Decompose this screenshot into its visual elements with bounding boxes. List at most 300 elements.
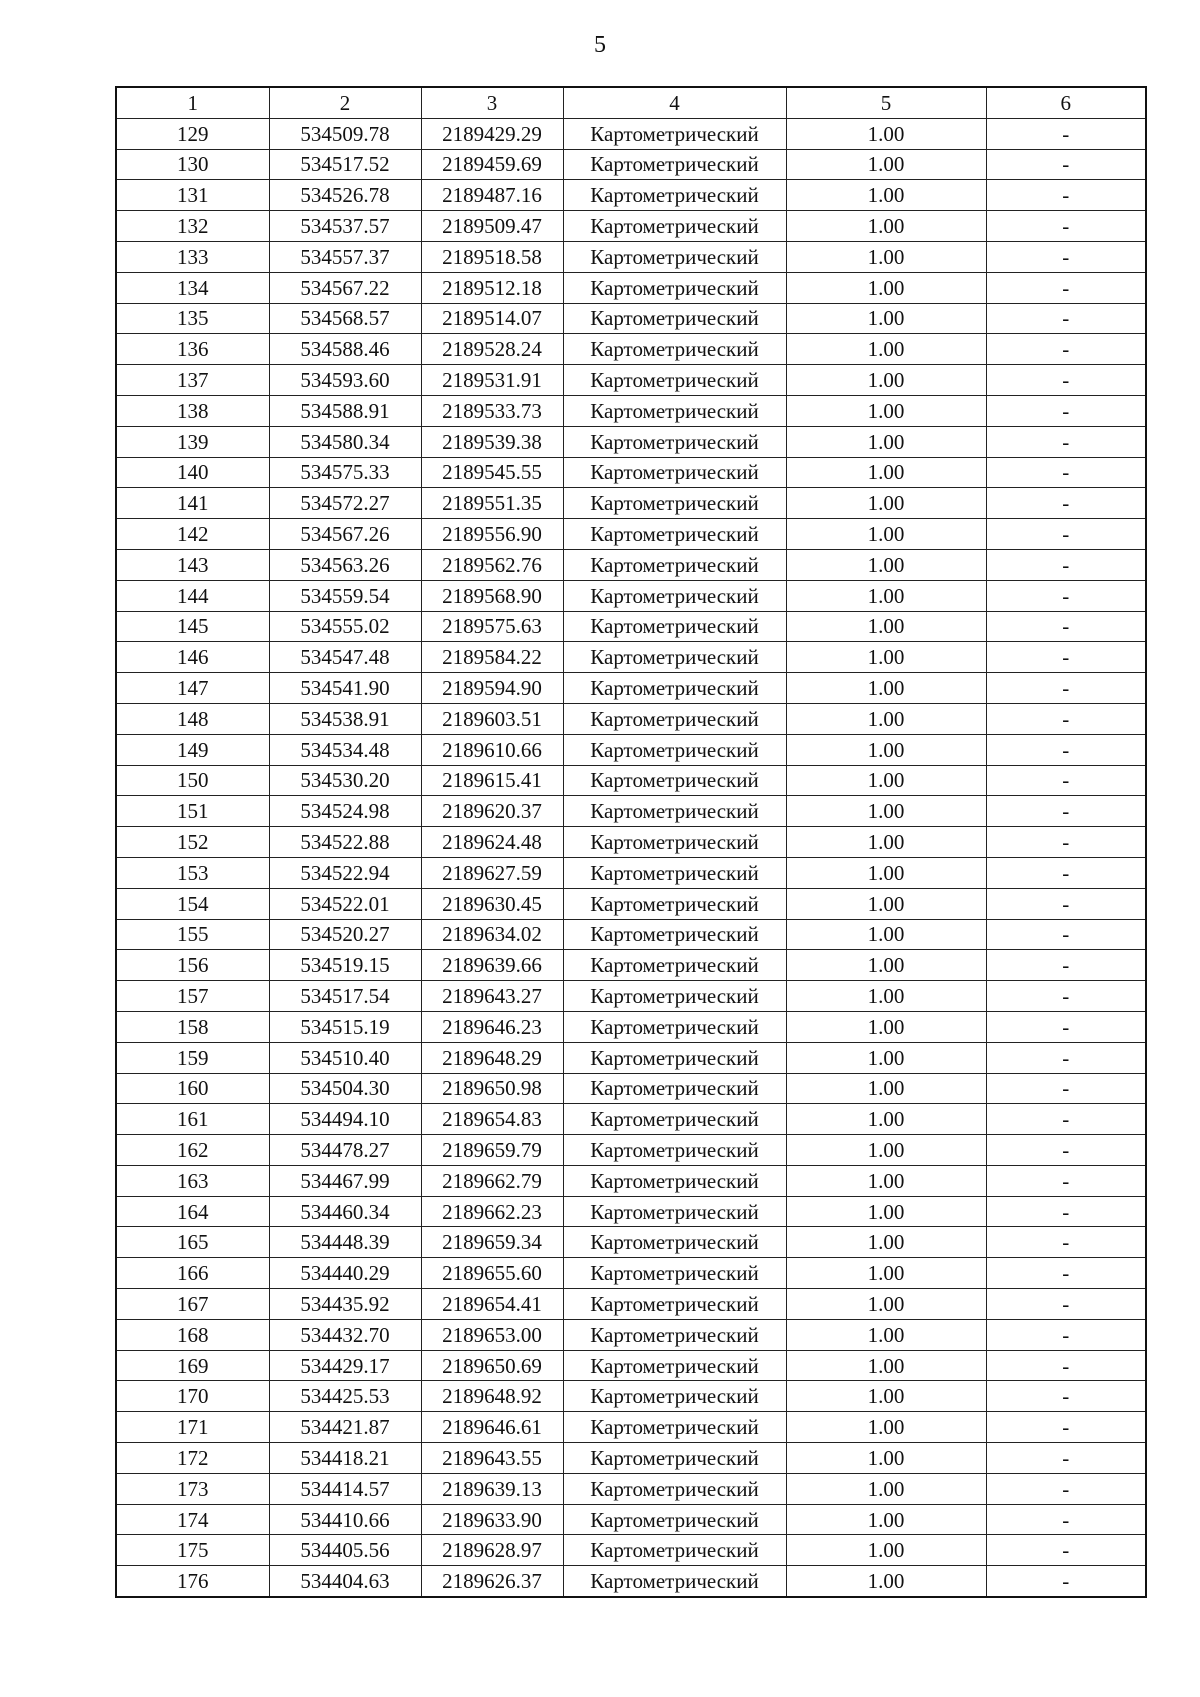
note-cell: - <box>986 827 1146 858</box>
y-coordinate-cell: 2189610.66 <box>421 734 563 765</box>
point-number-cell: 169 <box>116 1350 269 1381</box>
x-coordinate-cell: 534448.39 <box>269 1227 421 1258</box>
column-header-2: 2 <box>269 87 421 118</box>
method-cell: Картометрический <box>563 303 786 334</box>
method-cell: Картометрический <box>563 857 786 888</box>
table-row <box>116 303 1146 334</box>
point-number-cell: 151 <box>116 796 269 827</box>
method-cell: Картометрический <box>563 118 786 149</box>
note-cell: - <box>986 1104 1146 1135</box>
note-cell: - <box>986 365 1146 396</box>
point-number-cell: 134 <box>116 272 269 303</box>
table-row <box>116 180 1146 211</box>
x-coordinate-cell: 534478.27 <box>269 1135 421 1166</box>
header-row <box>116 87 1146 118</box>
method-cell: Картометрический <box>563 519 786 550</box>
point-number-cell: 155 <box>116 919 269 950</box>
method-cell: Картометрический <box>563 642 786 673</box>
y-coordinate-cell: 2189646.23 <box>421 1011 563 1042</box>
table-row <box>116 888 1146 919</box>
table-row <box>116 1135 1146 1166</box>
y-coordinate-cell: 2189545.55 <box>421 457 563 488</box>
method-cell: Картометрический <box>563 211 786 242</box>
method-cell: Картометрический <box>563 1227 786 1258</box>
y-coordinate-cell: 2189514.07 <box>421 303 563 334</box>
x-coordinate-cell: 534504.30 <box>269 1073 421 1104</box>
y-coordinate-cell: 2189556.90 <box>421 519 563 550</box>
note-cell: - <box>986 796 1146 827</box>
table-row <box>116 395 1146 426</box>
table-row <box>116 1381 1146 1412</box>
accuracy-cell: 1.00 <box>786 611 986 642</box>
table-row <box>116 1258 1146 1289</box>
note-cell: - <box>986 1504 1146 1535</box>
table-row <box>116 827 1146 858</box>
table-row <box>116 611 1146 642</box>
method-cell: Картометрический <box>563 1504 786 1535</box>
table-row <box>116 426 1146 457</box>
x-coordinate-cell: 534517.52 <box>269 149 421 180</box>
accuracy-cell: 1.00 <box>786 1073 986 1104</box>
point-number-cell: 140 <box>116 457 269 488</box>
point-number-cell: 153 <box>116 857 269 888</box>
method-cell: Картометрический <box>563 1042 786 1073</box>
accuracy-cell: 1.00 <box>786 1443 986 1474</box>
x-coordinate-cell: 534520.27 <box>269 919 421 950</box>
method-cell: Картометрический <box>563 1412 786 1443</box>
y-coordinate-cell: 2189575.63 <box>421 611 563 642</box>
accuracy-cell: 1.00 <box>786 1104 986 1135</box>
point-number-cell: 144 <box>116 580 269 611</box>
y-coordinate-cell: 2189562.76 <box>421 549 563 580</box>
note-cell: - <box>986 857 1146 888</box>
method-cell: Картометрический <box>563 1258 786 1289</box>
note-cell: - <box>986 1011 1146 1042</box>
y-coordinate-cell: 2189509.47 <box>421 211 563 242</box>
note-cell: - <box>986 1196 1146 1227</box>
y-coordinate-cell: 2189626.37 <box>421 1566 563 1597</box>
note-cell: - <box>986 303 1146 334</box>
x-coordinate-cell: 534510.40 <box>269 1042 421 1073</box>
note-cell: - <box>986 1443 1146 1474</box>
note-cell: - <box>986 1412 1146 1443</box>
note-cell: - <box>986 1165 1146 1196</box>
y-coordinate-cell: 2189654.83 <box>421 1104 563 1135</box>
method-cell: Картометрический <box>563 426 786 457</box>
point-number-cell: 156 <box>116 950 269 981</box>
x-coordinate-cell: 534494.10 <box>269 1104 421 1135</box>
method-cell: Картометрический <box>563 1473 786 1504</box>
accuracy-cell: 1.00 <box>786 365 986 396</box>
method-cell: Картометрический <box>563 1135 786 1166</box>
y-coordinate-cell: 2189551.35 <box>421 488 563 519</box>
note-cell: - <box>986 1319 1146 1350</box>
y-coordinate-cell: 2189615.41 <box>421 765 563 796</box>
x-coordinate-cell: 534519.15 <box>269 950 421 981</box>
y-coordinate-cell: 2189653.00 <box>421 1319 563 1350</box>
y-coordinate-cell: 2189518.58 <box>421 241 563 272</box>
point-number-cell: 129 <box>116 118 269 149</box>
table-row <box>116 519 1146 550</box>
method-cell: Картометрический <box>563 796 786 827</box>
point-number-cell: 147 <box>116 673 269 704</box>
table-row <box>116 272 1146 303</box>
method-cell: Картометрический <box>563 1350 786 1381</box>
method-cell: Картометрический <box>563 334 786 365</box>
note-cell: - <box>986 1566 1146 1597</box>
y-coordinate-cell: 2189531.91 <box>421 365 563 396</box>
accuracy-cell: 1.00 <box>786 1042 986 1073</box>
accuracy-cell: 1.00 <box>786 549 986 580</box>
accuracy-cell: 1.00 <box>786 1412 986 1443</box>
point-number-cell: 176 <box>116 1566 269 1597</box>
note-cell: - <box>986 1258 1146 1289</box>
accuracy-cell: 1.00 <box>786 796 986 827</box>
x-coordinate-cell: 534414.57 <box>269 1473 421 1504</box>
method-cell: Картометрический <box>563 457 786 488</box>
accuracy-cell: 1.00 <box>786 1473 986 1504</box>
table-row <box>116 950 1146 981</box>
note-cell: - <box>986 118 1146 149</box>
point-number-cell: 157 <box>116 981 269 1012</box>
coordinates-table <box>115 86 1147 1598</box>
note-cell: - <box>986 211 1146 242</box>
x-coordinate-cell: 534435.92 <box>269 1289 421 1320</box>
note-cell: - <box>986 1073 1146 1104</box>
x-coordinate-cell: 534541.90 <box>269 673 421 704</box>
x-coordinate-cell: 534517.54 <box>269 981 421 1012</box>
note-cell: - <box>986 734 1146 765</box>
accuracy-cell: 1.00 <box>786 919 986 950</box>
x-coordinate-cell: 534567.26 <box>269 519 421 550</box>
y-coordinate-cell: 2189643.27 <box>421 981 563 1012</box>
method-cell: Картометрический <box>563 888 786 919</box>
table-header <box>116 87 1146 118</box>
table-row <box>116 1319 1146 1350</box>
table-row <box>116 1042 1146 1073</box>
table-row <box>116 673 1146 704</box>
point-number-cell: 142 <box>116 519 269 550</box>
method-cell: Картометрический <box>563 549 786 580</box>
table-row <box>116 365 1146 396</box>
table-row <box>116 765 1146 796</box>
point-number-cell: 150 <box>116 765 269 796</box>
table-row <box>116 1412 1146 1443</box>
table-row <box>116 1227 1146 1258</box>
note-cell: - <box>986 488 1146 519</box>
accuracy-cell: 1.00 <box>786 1165 986 1196</box>
x-coordinate-cell: 534530.20 <box>269 765 421 796</box>
x-coordinate-cell: 534588.46 <box>269 334 421 365</box>
x-coordinate-cell: 534410.66 <box>269 1504 421 1535</box>
note-cell: - <box>986 549 1146 580</box>
method-cell: Картометрический <box>563 1566 786 1597</box>
accuracy-cell: 1.00 <box>786 180 986 211</box>
y-coordinate-cell: 2189603.51 <box>421 703 563 734</box>
y-coordinate-cell: 2189624.48 <box>421 827 563 858</box>
accuracy-cell: 1.00 <box>786 395 986 426</box>
note-cell: - <box>986 272 1146 303</box>
x-coordinate-cell: 534588.91 <box>269 395 421 426</box>
x-coordinate-cell: 534467.99 <box>269 1165 421 1196</box>
y-coordinate-cell: 2189639.66 <box>421 950 563 981</box>
method-cell: Картометрический <box>563 611 786 642</box>
y-coordinate-cell: 2189459.69 <box>421 149 563 180</box>
table-row <box>116 241 1146 272</box>
table-row <box>116 211 1146 242</box>
table-row <box>116 796 1146 827</box>
y-coordinate-cell: 2189568.90 <box>421 580 563 611</box>
point-number-cell: 172 <box>116 1443 269 1474</box>
method-cell: Картометрический <box>563 580 786 611</box>
method-cell: Картометрический <box>563 1381 786 1412</box>
page-number: 5 <box>594 32 606 58</box>
x-coordinate-cell: 534593.60 <box>269 365 421 396</box>
table-body <box>116 118 1146 1597</box>
method-cell: Картометрический <box>563 1011 786 1042</box>
table-row <box>116 1473 1146 1504</box>
y-coordinate-cell: 2189634.02 <box>421 919 563 950</box>
method-cell: Картометрический <box>563 241 786 272</box>
x-coordinate-cell: 534537.57 <box>269 211 421 242</box>
point-number-cell: 143 <box>116 549 269 580</box>
x-coordinate-cell: 534559.54 <box>269 580 421 611</box>
table-row <box>116 1566 1146 1597</box>
x-coordinate-cell: 534555.02 <box>269 611 421 642</box>
note-cell: - <box>986 950 1146 981</box>
x-coordinate-cell: 534534.48 <box>269 734 421 765</box>
table-row <box>116 549 1146 580</box>
x-coordinate-cell: 534421.87 <box>269 1412 421 1443</box>
accuracy-cell: 1.00 <box>786 118 986 149</box>
y-coordinate-cell: 2189533.73 <box>421 395 563 426</box>
accuracy-cell: 1.00 <box>786 1011 986 1042</box>
point-number-cell: 146 <box>116 642 269 673</box>
y-coordinate-cell: 2189659.34 <box>421 1227 563 1258</box>
table-row <box>116 642 1146 673</box>
point-number-cell: 165 <box>116 1227 269 1258</box>
method-cell: Картометрический <box>563 919 786 950</box>
method-cell: Картометрический <box>563 673 786 704</box>
y-coordinate-cell: 2189627.59 <box>421 857 563 888</box>
y-coordinate-cell: 2189639.13 <box>421 1473 563 1504</box>
point-number-cell: 138 <box>116 395 269 426</box>
column-header-6: 6 <box>986 87 1146 118</box>
y-coordinate-cell: 2189487.16 <box>421 180 563 211</box>
accuracy-cell: 1.00 <box>786 1196 986 1227</box>
y-coordinate-cell: 2189662.23 <box>421 1196 563 1227</box>
x-coordinate-cell: 534432.70 <box>269 1319 421 1350</box>
x-coordinate-cell: 534515.19 <box>269 1011 421 1042</box>
accuracy-cell: 1.00 <box>786 488 986 519</box>
table-row <box>116 1350 1146 1381</box>
accuracy-cell: 1.00 <box>786 1319 986 1350</box>
method-cell: Картометрический <box>563 1196 786 1227</box>
note-cell: - <box>986 1042 1146 1073</box>
method-cell: Картометрический <box>563 1319 786 1350</box>
y-coordinate-cell: 2189539.38 <box>421 426 563 457</box>
note-cell: - <box>986 1227 1146 1258</box>
y-coordinate-cell: 2189655.60 <box>421 1258 563 1289</box>
accuracy-cell: 1.00 <box>786 1289 986 1320</box>
point-number-cell: 133 <box>116 241 269 272</box>
accuracy-cell: 1.00 <box>786 580 986 611</box>
method-cell: Картометрический <box>563 734 786 765</box>
y-coordinate-cell: 2189512.18 <box>421 272 563 303</box>
method-cell: Картометрический <box>563 1289 786 1320</box>
accuracy-cell: 1.00 <box>786 241 986 272</box>
method-cell: Картометрический <box>563 827 786 858</box>
method-cell: Картометрический <box>563 950 786 981</box>
y-coordinate-cell: 2189650.69 <box>421 1350 563 1381</box>
x-coordinate-cell: 534526.78 <box>269 180 421 211</box>
y-coordinate-cell: 2189633.90 <box>421 1504 563 1535</box>
column-header-3: 3 <box>421 87 563 118</box>
x-coordinate-cell: 534572.27 <box>269 488 421 519</box>
method-cell: Картометрический <box>563 395 786 426</box>
point-number-cell: 170 <box>116 1381 269 1412</box>
point-number-cell: 167 <box>116 1289 269 1320</box>
y-coordinate-cell: 2189429.29 <box>421 118 563 149</box>
table-row <box>116 1104 1146 1135</box>
note-cell: - <box>986 426 1146 457</box>
point-number-cell: 160 <box>116 1073 269 1104</box>
point-number-cell: 161 <box>116 1104 269 1135</box>
method-cell: Картометрический <box>563 981 786 1012</box>
point-number-cell: 171 <box>116 1412 269 1443</box>
x-coordinate-cell: 534567.22 <box>269 272 421 303</box>
accuracy-cell: 1.00 <box>786 1258 986 1289</box>
point-number-cell: 154 <box>116 888 269 919</box>
point-number-cell: 139 <box>116 426 269 457</box>
y-coordinate-cell: 2189594.90 <box>421 673 563 704</box>
x-coordinate-cell: 534524.98 <box>269 796 421 827</box>
table-row <box>116 1196 1146 1227</box>
method-cell: Картометрический <box>563 272 786 303</box>
accuracy-cell: 1.00 <box>786 272 986 303</box>
accuracy-cell: 1.00 <box>786 334 986 365</box>
table-row <box>116 580 1146 611</box>
point-number-cell: 162 <box>116 1135 269 1166</box>
accuracy-cell: 1.00 <box>786 765 986 796</box>
y-coordinate-cell: 2189584.22 <box>421 642 563 673</box>
y-coordinate-cell: 2189650.98 <box>421 1073 563 1104</box>
accuracy-cell: 1.00 <box>786 1135 986 1166</box>
table-row <box>116 1443 1146 1474</box>
method-cell: Картометрический <box>563 703 786 734</box>
accuracy-cell: 1.00 <box>786 857 986 888</box>
table-row <box>116 1504 1146 1535</box>
point-number-cell: 137 <box>116 365 269 396</box>
note-cell: - <box>986 580 1146 611</box>
column-header-4: 4 <box>563 87 786 118</box>
point-number-cell: 132 <box>116 211 269 242</box>
accuracy-cell: 1.00 <box>786 211 986 242</box>
note-cell: - <box>986 241 1146 272</box>
point-number-cell: 152 <box>116 827 269 858</box>
point-number-cell: 163 <box>116 1165 269 1196</box>
note-cell: - <box>986 395 1146 426</box>
table-row <box>116 1535 1146 1566</box>
x-coordinate-cell: 534575.33 <box>269 457 421 488</box>
point-number-cell: 168 <box>116 1319 269 1350</box>
accuracy-cell: 1.00 <box>786 1350 986 1381</box>
table-row <box>116 1073 1146 1104</box>
table-row <box>116 1165 1146 1196</box>
note-cell: - <box>986 1350 1146 1381</box>
table-row <box>116 919 1146 950</box>
note-cell: - <box>986 1473 1146 1504</box>
method-cell: Картометрический <box>563 1165 786 1196</box>
method-cell: Картометрический <box>563 180 786 211</box>
x-coordinate-cell: 534440.29 <box>269 1258 421 1289</box>
y-coordinate-cell: 2189646.61 <box>421 1412 563 1443</box>
method-cell: Картометрический <box>563 1104 786 1135</box>
table-row <box>116 488 1146 519</box>
y-coordinate-cell: 2189628.97 <box>421 1535 563 1566</box>
note-cell: - <box>986 888 1146 919</box>
accuracy-cell: 1.00 <box>786 519 986 550</box>
method-cell: Картометрический <box>563 765 786 796</box>
y-coordinate-cell: 2189648.29 <box>421 1042 563 1073</box>
column-header-5: 5 <box>786 87 986 118</box>
accuracy-cell: 1.00 <box>786 1381 986 1412</box>
method-cell: Картометрический <box>563 1073 786 1104</box>
accuracy-cell: 1.00 <box>786 1227 986 1258</box>
note-cell: - <box>986 334 1146 365</box>
note-cell: - <box>986 1135 1146 1166</box>
note-cell: - <box>986 919 1146 950</box>
column-header-1: 1 <box>116 87 269 118</box>
x-coordinate-cell: 534522.88 <box>269 827 421 858</box>
method-cell: Картометрический <box>563 365 786 396</box>
table-row <box>116 457 1146 488</box>
y-coordinate-cell: 2189620.37 <box>421 796 563 827</box>
accuracy-cell: 1.00 <box>786 888 986 919</box>
method-cell: Картометрический <box>563 149 786 180</box>
accuracy-cell: 1.00 <box>786 950 986 981</box>
accuracy-cell: 1.00 <box>786 426 986 457</box>
method-cell: Картометрический <box>563 1443 786 1474</box>
point-number-cell: 145 <box>116 611 269 642</box>
table-row <box>116 981 1146 1012</box>
point-number-cell: 166 <box>116 1258 269 1289</box>
note-cell: - <box>986 611 1146 642</box>
note-cell: - <box>986 457 1146 488</box>
point-number-cell: 149 <box>116 734 269 765</box>
accuracy-cell: 1.00 <box>786 457 986 488</box>
note-cell: - <box>986 703 1146 734</box>
method-cell: Картометрический <box>563 488 786 519</box>
x-coordinate-cell: 534460.34 <box>269 1196 421 1227</box>
point-number-cell: 148 <box>116 703 269 734</box>
x-coordinate-cell: 534568.57 <box>269 303 421 334</box>
y-coordinate-cell: 2189654.41 <box>421 1289 563 1320</box>
note-cell: - <box>986 1381 1146 1412</box>
table-row <box>116 1011 1146 1042</box>
point-number-cell: 159 <box>116 1042 269 1073</box>
method-cell: Картометрический <box>563 1535 786 1566</box>
accuracy-cell: 1.00 <box>786 981 986 1012</box>
y-coordinate-cell: 2189659.79 <box>421 1135 563 1166</box>
accuracy-cell: 1.00 <box>786 642 986 673</box>
point-number-cell: 130 <box>116 149 269 180</box>
x-coordinate-cell: 534538.91 <box>269 703 421 734</box>
note-cell: - <box>986 642 1146 673</box>
x-coordinate-cell: 534580.34 <box>269 426 421 457</box>
accuracy-cell: 1.00 <box>786 149 986 180</box>
x-coordinate-cell: 534429.17 <box>269 1350 421 1381</box>
